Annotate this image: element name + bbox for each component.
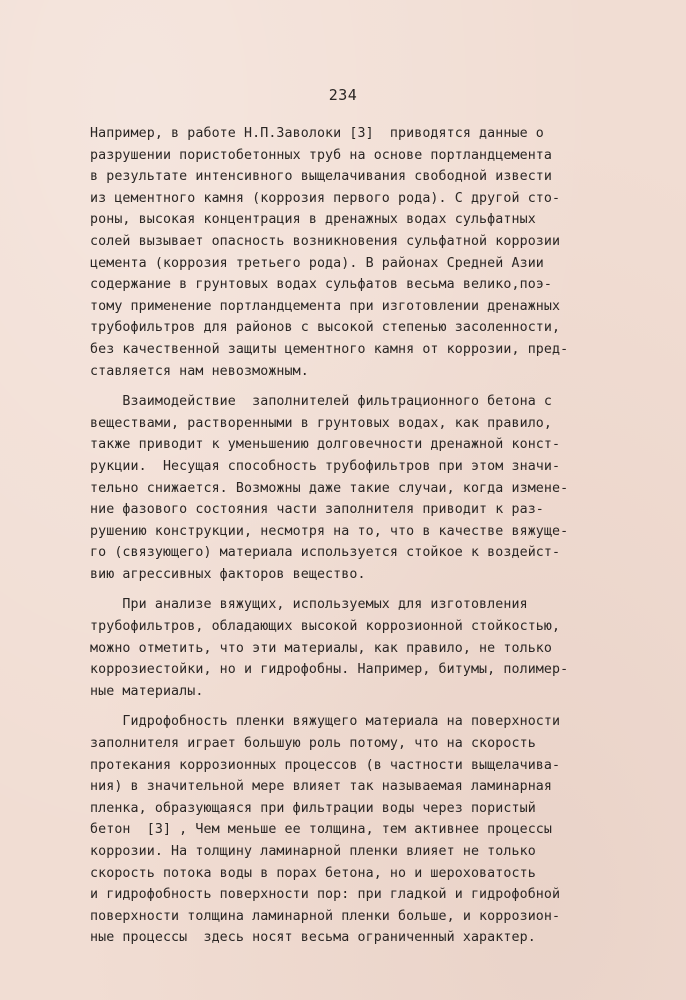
text-line: пленка, образующаяся при фильтрации воды через пористый [90, 800, 536, 816]
text-line: При анализе вяжущих, используемых для изготовления [90, 597, 528, 613]
text-line: заполнителя играет большую роль потому, что на скорость [90, 736, 536, 752]
text-line: вию агрессивных факторов вещество. [90, 566, 366, 582]
paragraph-gap [90, 585, 630, 594]
text-line: бетон [3] , Чем меньше ее толщина, тем активнее процессы [90, 822, 553, 838]
text-line: Гидрофобность пленки вяжущего материала на поверхности [90, 714, 561, 730]
page-number: 234 [328, 86, 358, 104]
text-line: ния) в значительной мере влияет так называемая ламинарная [90, 779, 553, 795]
text-line: солей вызывает опасность возникновения сульфатной коррозии [90, 233, 561, 249]
text-line: тельно снижается. Возможны даже такие случаи, когда измене- [90, 480, 569, 496]
text-line: цемента (коррозия третьего рода). В районах Средней Азии [90, 255, 544, 271]
text-line: и гидрофобность поверхности пор: при гладкой и гидрофобной [90, 887, 561, 903]
text-line: коррозии. На толщину ламинарной пленки влияет не только [90, 844, 536, 859]
text-line: ные материалы. [90, 683, 204, 699]
text-line: Например, в работе Н.П.Заволоки [3] приводятся данные о [90, 126, 544, 141]
text-line: рушению конструкции, несмотря на то, что в качестве вяжуще- [90, 523, 569, 539]
text-line: тому применение портландцемента при изготовлении дренажных [90, 298, 561, 314]
paragraph-gap [90, 382, 630, 391]
paragraph [90, 594, 630, 702]
text-line: Взаимодействие заполнителей фильтрационного бетона с [90, 394, 553, 410]
paragraph-gap [90, 702, 630, 711]
text-line: без качественной защиты цементного камня от коррозии, пред- [90, 341, 569, 357]
text-line: трубофильтров для районов с высокой степенью засоленности, [90, 320, 561, 336]
text-line: содержание в грунтовых водах сульфатов весьма велико,поэ- [90, 277, 553, 293]
text-line: протекания коррозионных процессов (в частности выщелачива- [90, 757, 561, 773]
text-line: поверхности толщина ламинарной пленки больше, и коррозион- [90, 908, 561, 924]
text-line: разрушении пористобетонных труб на основе портландцемента [90, 147, 553, 163]
text-line: веществами, растворенными в грунтовых водах, как правило, [90, 415, 553, 431]
text-line: ные процессы здесь носят весьма ограниченный характер. [90, 930, 536, 946]
text-line: го (связующего) материала используется стойкое к воздейст- [90, 545, 561, 561]
body-text [90, 123, 630, 949]
text-line: можно отметить, что эти материалы, как правило, не только [90, 640, 553, 656]
text-line: роны, высокая концентрация в дренажных водах сульфатных [90, 212, 536, 228]
paragraph [90, 391, 630, 585]
text-line: также приводит к уменьшению долговечности дренажной конст- [90, 437, 561, 453]
text-line: коррозиестойки, но и гидрофобны. Например, битумы, полимер- [90, 662, 569, 678]
text-line: скорость потока воды в порах бетона, но и шероховатость [90, 865, 536, 881]
text-line: ставляется нам невозможным. [90, 363, 309, 379]
text-line: трубофильтров, обладающих высокой коррозионной стойкостью, [90, 619, 561, 635]
paragraph [90, 123, 630, 382]
paragraph [90, 711, 630, 949]
text-line: из цементного камня (коррозия первого рода). С другой сто- [90, 190, 561, 206]
text-line: в результате интенсивного выщелачивания свободной извести [90, 169, 553, 185]
text-line: ние фазового состояния части заполнителя приводит к раз- [90, 502, 544, 518]
text-line: рукции. Несущая способность трубофильтров при этом значи- [90, 458, 561, 474]
